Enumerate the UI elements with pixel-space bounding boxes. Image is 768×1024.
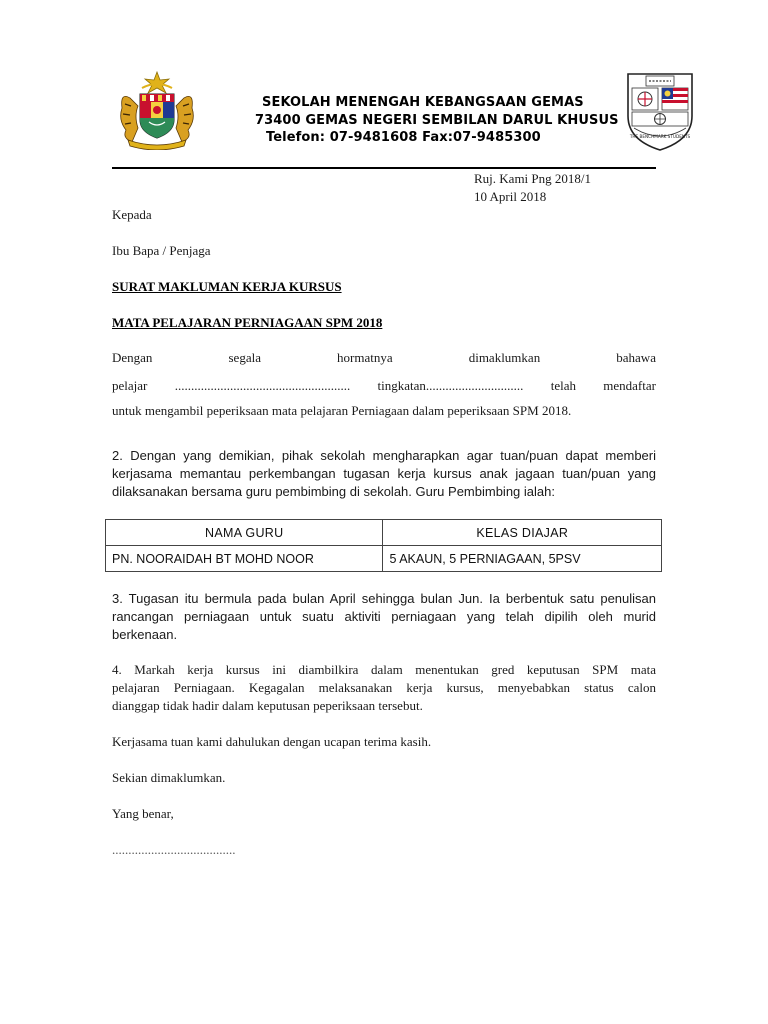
thanks-line: Kerjasama tuan kami dahulukan dengan ucapan terima kasih. (112, 734, 432, 749)
sekian-line: Sekian dimaklumkan. (112, 770, 226, 785)
crest-motto: THE BENCHMARK STUDENTS (629, 134, 691, 139)
school-name: SEKOLAH MENENGAH KEBANGSAAN GEMAS (262, 95, 584, 110)
paragraph-2: 2. Dengan yang demikian, pihak sekolah mengharapkan agar tuan/puan dapat memberi kerjasama memantau perkembangan tugasan kerja kursus anak jagaan tuan/puan yang dilaksanakan bersama guru pembimbing di sekolah. Guru Pembimbing ialah: (112, 448, 656, 499)
paragraph-3: 3. Tugasan itu bermula pada bulan April sehingga bulan Jun. Ia berbentuk satu penulisan rancangan perniagaan untuk suatu aktiviti perniagaan yang telah dipilih oleh murid berkenaan. (112, 591, 656, 642)
form-level-blank: tingkatan.............................. (377, 378, 524, 393)
signature-line: ...................................... (112, 842, 236, 857)
table-cell-classes: 5 AKAUN, 5 PERNIAGAAN, 5PSV (383, 546, 662, 572)
table-header: NAMA GURU (106, 520, 383, 546)
malaysia-coat-of-arms-icon (112, 68, 202, 150)
recipient: Ibu Bapa / Penjaga (112, 243, 211, 258)
table-cell-teacher: PN. NOORAIDAH BT MOHD NOOR (106, 546, 383, 572)
yang-benar: Yang benar, (112, 806, 174, 821)
school-contact: Telefon: 07-9481608 Fax:07-9485300 (266, 130, 541, 145)
letter-title: SURAT MAKLUMAN KERJA KURSUS (112, 279, 342, 294)
student-name-blank: ...................................................... (174, 378, 351, 393)
kepada-label: Kepada (112, 207, 152, 222)
paragraph-1-line-3: untuk mengambil peperiksaan mata pelajaran Perniagaan dalam peperiksaan SPM 2018. (112, 403, 572, 418)
school-address: 73400 GEMAS NEGERI SEMBILAN DARUL KHUSUS (255, 113, 619, 128)
school-crest-icon (622, 70, 698, 152)
letter-subject: MATA PELAJARAN PERNIAGAAN SPM 2018 (112, 315, 383, 330)
paragraph-4: 4. Markah kerja kursus ini diambilkira dalam menentukan gred keputusan SPM mata pelajaran Perniagaan. Kegagalan melaksanakan kerja kursus, menyebabkan status calon dianggap tidak hadir dalam keputusan peperiksaan tersebut. (112, 662, 656, 713)
table-header-row (106, 520, 662, 546)
table-row (106, 546, 662, 572)
letter-date: 10 April 2018 (474, 189, 547, 204)
paragraph-1-line-1: Dengan segala hormatnya dimaklumkan bahawa (112, 350, 656, 365)
teacher-table (105, 519, 662, 572)
table-header: KELAS DIAJAR (383, 520, 662, 546)
paragraph-1-line-2: pelajar ...................................................... tingkatan.............................. telah mendaftar (112, 378, 656, 393)
reference-number: Ruj. Kami Png 2018/1 (474, 171, 592, 186)
letterhead-divider (112, 167, 656, 169)
